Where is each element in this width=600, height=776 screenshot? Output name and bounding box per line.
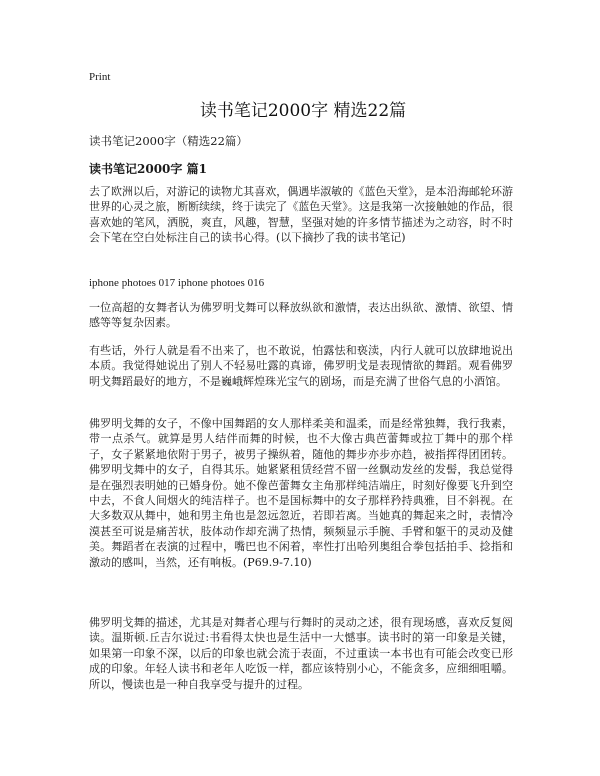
paragraph-photo-caption: iphone photoes 017 iphone photoes 016	[89, 277, 265, 289]
print-link[interactable]: Print	[89, 71, 111, 83]
paragraph-dancer-quote: 一位高超的女舞者认为佛罗明戈舞可以释放纵欲和激情，表达出纵欲、激情、欲望、情感等等复杂因素。	[89, 301, 513, 330]
section-heading: 读书笔记2000字 篇1	[89, 162, 207, 176]
paragraph-reading-reflection: 佛罗明戈舞的描述，尤其是对舞者心理与行舞时的灵动之述，很有现场感，喜欢反复阅读。温斯顿.丘吉尔说过:书看得太快也是生活中一大憾事。读书时的第一印象是关键，如果第一印象不深，以后的印象也就会流于表面，不过重读一本书也有可能会改变已形成的印象。年轻人读书和老年人吃饭一样，都应该特别小心，不能贪多，应细细咀嚼。所以，慢读也是一种自我享受与提升的过程。	[89, 616, 513, 691]
page-title: 读书笔记2000字 精选22篇	[199, 101, 407, 121]
paragraph-intro: 去了欧洲以后，对游记的读物尤其喜欢，偶遇毕淑敏的《蓝色天堂》，是本沿海邮轮环游世界的心灵之旅，断断续续，终于读完了《蓝色天堂》。这是我第一次接触她的作品，很喜欢她的笔风，洒脱，爽直，风趣，智慧，坚强对她的许多情节描述为之动容，时不时会下笔在空白处标注自己的读书心得。(以下摘抄了我的读书笔记)	[89, 185, 513, 245]
paragraph-insider-remarks: 有些话，外行人就是看不出来了，也不敢说，怕露怯和亵渎，内行人就可以放肆地说出本质。我觉得她说出了别人不轻易吐露的真谛，佛罗明戈是表现情欲的舞蹈。观看佛罗明戈舞蹈最好的地方，不是巍峨辉煌珠光宝气的剧场，而是充满了世俗气息的小酒馆。	[89, 344, 513, 388]
document-subtitle: 读书笔记2000字（精选22篇）	[89, 134, 248, 148]
paragraph-flamenco-woman: 佛罗明戈舞的女子，不像中国舞蹈的女人那样柔美和温柔，而是经常独舞，我行我素，带一点杀气。就算是男人结伴而舞的时候，也不大像古典芭蕾舞或拉丁舞中的那个样子，女子紧紧地依附于男子，被男子操纵着，随他的舞步亦步亦趋，被指挥得团团转。佛罗明戈舞中的女子，自得其乐。她紧紧租赁经营不留一丝飘动发丝的发髻，我总觉得是在强烈表明她的已婚身份。她不像芭蕾舞女主角那样纯洁端庄，时刻好像要飞升到空中去，不食人间烟火的纯洁样子。也不是国标舞中的女子那样矜持典雅，目不斜视。在大多数双从舞中，她和男主角也是忽远忽近，若即若离。当她真的舞起来之时，表情冷漠甚至可说是痛苦状，肢体动作却充满了热情，频频显示手腕、手臂和躯干的灵动及健美。舞蹈者在表演的过程中，嘴巴也不闲着，率性打出哈列奥组合拳包括拍手、捻指和激动的感叫，当然，还有响板。(P69.9-7.10)	[89, 417, 513, 569]
